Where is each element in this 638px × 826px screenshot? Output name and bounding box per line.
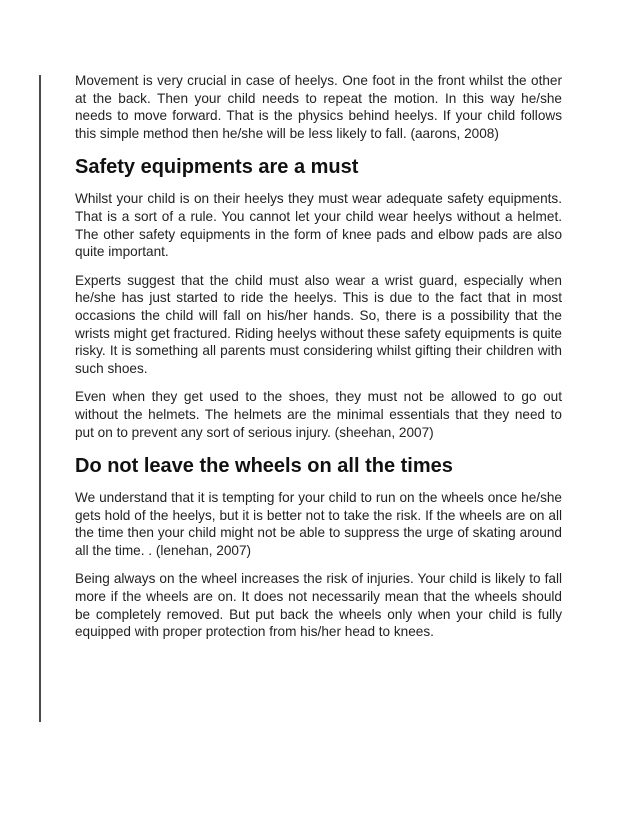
paragraph: Even when they get used to the shoes, they must not be allowed to go out without the helmets. The helmets are the minimal essentials that they need to put on to prevent any sort of serious injury. (sheehan, 2007) — [75, 389, 562, 440]
intro-paragraph: Movement is very crucial in case of heelys. One foot in the front whilst the other at the back. Then your child needs to repeat the motion. In this way he/she needs to move forward. That is the physics behind heelys. If your child follows this simple method then he/she will be less likely to fall. (aarons, 2008) — [75, 73, 562, 141]
section-heading-safety: Safety equipments are a must — [75, 156, 359, 179]
document-body — [75, 72, 562, 652]
paragraph: We understand that it is tempting for your child to run on the wheels once he/she gets hold of the heelys, but it is better not to take the risk. If the wheels are on all the time then your child might not be able to suppress the urge of skating around all the time. . (lenehan, 2007) — [75, 490, 562, 558]
section-heading-wheels: Do not leave the wheels on all the times — [75, 455, 453, 478]
paragraph: Experts suggest that the child must also wear a wrist guard, especially when he/she has just started to ride the heelys. This is due to the fact that in most occasions the child will fall on his/her hands. So, there is a possibility that the wrists might get fractured. Riding heelys without these safety equipments is quite risky. It is something all parents must considering whilst gifting their children with such shoes. — [75, 272, 562, 376]
paragraph: Whilst your child is on their heelys they must wear adequate safety equipments. That is a sort of a rule. You cannot let your child wear heelys without a helmet. The other safety equipments in the form of knee pads and elbow pads are also quite important. — [75, 191, 562, 260]
paragraph: Being always on the wheel increases the risk of injuries. Your child is likely to fall more if the wheels are on. It does not necessarily mean that the wheels should be completely removed. But put back the wheels only when your child is fully equipped with proper protection from his/her head to knees. — [75, 571, 562, 640]
margin-rule — [39, 75, 41, 722]
